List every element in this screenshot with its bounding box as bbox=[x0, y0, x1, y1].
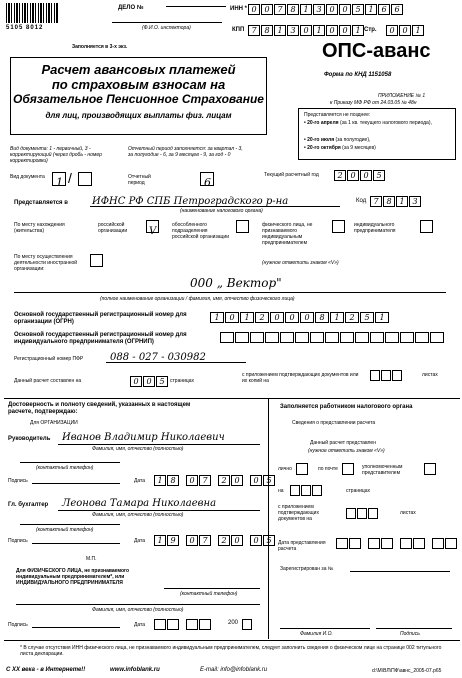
inn-cell-2[interactable]: 0 bbox=[261, 4, 273, 15]
inn-cell-3[interactable]: 7 bbox=[274, 4, 286, 15]
ogrnip-cell-5[interactable] bbox=[280, 332, 294, 343]
mp-label: М.П. bbox=[86, 556, 97, 562]
title-line3: Обязательное Пенсионное Страхование bbox=[13, 92, 264, 106]
inn-cell-1[interactable]: 0 bbox=[248, 4, 260, 15]
appendix-order: к Приказу МФ РФ от 24.03.05 № 48н bbox=[330, 100, 417, 106]
kpp-cell-3[interactable]: 1 bbox=[274, 25, 286, 36]
phys-sign-label: Подпись bbox=[8, 622, 28, 628]
footer-path: d:\М\ВЛ\ПФ\авнс_2005-07.p65 bbox=[372, 668, 442, 674]
phys-year-last-cell[interactable] bbox=[242, 619, 252, 630]
acct-date-cell-1[interactable]: 1 bbox=[154, 535, 166, 546]
pfr-label: Регистрационный номер ПФР bbox=[14, 356, 84, 362]
right-reg-label: Зарегистрирован за № bbox=[280, 566, 334, 572]
inn-label: ИНН * bbox=[230, 6, 247, 12]
phys-date-cell-3[interactable] bbox=[186, 619, 198, 630]
kpp-label: КПП bbox=[232, 27, 245, 33]
organization-caption: (полное наименование организации / фамилия, имя, отчество физического лица) bbox=[100, 296, 295, 302]
foreign-label: По месту осуществления деятельности иностранной организации: bbox=[14, 254, 78, 272]
title-line2: по страховым взносам на bbox=[51, 77, 226, 92]
right-reg-line bbox=[350, 571, 450, 572]
kpp-cell-9[interactable]: 1 bbox=[352, 25, 364, 36]
right-authorized-checkbox[interactable] bbox=[424, 463, 436, 475]
inspector-caption: (Ф.И.О. инспектора) bbox=[142, 25, 191, 31]
page-cell-3[interactable]: 1 bbox=[412, 25, 424, 36]
footer-email[interactable]: E-mail: info@infoblank.ru bbox=[200, 667, 268, 673]
right-attach-cell-2[interactable] bbox=[357, 508, 367, 519]
kpp-cell-4[interactable]: 3 bbox=[287, 25, 299, 36]
ogrn-cell-2[interactable]: 0 bbox=[225, 312, 239, 323]
right-heading: Заполняется работником налогового органа bbox=[280, 404, 413, 410]
right-sheets-label: листах bbox=[400, 510, 416, 516]
kpp-cell-6[interactable]: 1 bbox=[313, 25, 325, 36]
kpp-cell-1[interactable]: 7 bbox=[248, 25, 260, 36]
period-label: Отчетный период bbox=[128, 174, 151, 186]
inn-cell-10[interactable]: 1 bbox=[365, 4, 377, 15]
right-fio-line bbox=[280, 628, 370, 629]
delo-line bbox=[166, 6, 226, 7]
right-personally-checkbox[interactable] bbox=[296, 463, 308, 475]
right-date-cell-5[interactable] bbox=[400, 538, 412, 549]
ogrn-cell-6[interactable]: 0 bbox=[285, 312, 299, 323]
phys-phone-caption: (контактный телефон) bbox=[180, 591, 238, 597]
inn-cell-9[interactable]: 5 bbox=[352, 4, 364, 15]
head-date-cell-2[interactable]: 8 bbox=[167, 475, 179, 486]
location-opt3-checkbox[interactable] bbox=[332, 220, 345, 233]
head-phone-line bbox=[20, 462, 120, 463]
phys-date-label: Дата bbox=[134, 622, 146, 628]
organization-name[interactable]: 000 „ Вектор" bbox=[190, 276, 282, 290]
head-date-cell-7[interactable]: 0 bbox=[250, 475, 262, 486]
ogrnip-cell-15[interactable] bbox=[430, 332, 444, 343]
code-cell-2[interactable]: 8 bbox=[383, 196, 395, 207]
ogrn-cell-4[interactable]: 2 bbox=[255, 312, 269, 323]
head-date-cell-4[interactable]: 7 bbox=[199, 475, 211, 486]
period-caption: Отчетный период заполняется: за квартал - 3, за полугодие - 6, за 9 месяцев - 9, за год - 0 bbox=[128, 146, 243, 158]
delo-label: ДЕЛО № bbox=[118, 5, 144, 11]
acct-fio-caption: Фамилия, имя, отчество (полностью) bbox=[92, 512, 184, 518]
right-by-mail-checkbox[interactable] bbox=[342, 463, 354, 475]
attach-cell-2[interactable] bbox=[381, 370, 391, 381]
acct-name[interactable]: Леонова Тамара Николаевна bbox=[62, 498, 217, 509]
inn-cell-4[interactable]: 8 bbox=[287, 4, 299, 15]
location-opt4-checkbox[interactable] bbox=[420, 220, 433, 233]
pages-cell-1[interactable]: 0 bbox=[130, 376, 142, 387]
phys-name-line bbox=[16, 604, 260, 605]
right-info-label: Сведения о представлении расчета bbox=[292, 420, 376, 426]
pages-cell-2[interactable]: 0 bbox=[143, 376, 155, 387]
barcode-number: 5105 8012 bbox=[6, 25, 44, 31]
right-pages-cell-2[interactable] bbox=[301, 485, 311, 496]
acct-phone-line bbox=[20, 524, 120, 525]
footer-site[interactable]: www.infoblank.ru bbox=[110, 667, 160, 673]
right-date-cell-2[interactable] bbox=[349, 538, 361, 549]
right-submitted-note: (нужное отметить знаком «V») bbox=[308, 448, 385, 454]
location-opt2: обособленного подразделения российской организации bbox=[172, 222, 229, 240]
attach-cell-1[interactable] bbox=[370, 370, 380, 381]
title-line4: для лиц, производящих выплаты физ. лицам bbox=[45, 111, 232, 120]
year-cell-4[interactable]: 5 bbox=[373, 170, 385, 181]
right-pages-cell-1[interactable] bbox=[290, 485, 300, 496]
ogrn-label: Основной государственный регистрационный номер для организации (ОГРН) bbox=[14, 312, 187, 325]
doc-type-correction-box[interactable] bbox=[78, 172, 92, 186]
year-cell-2[interactable]: 0 bbox=[347, 170, 359, 181]
ops-title: ОПС-аванс bbox=[322, 40, 431, 62]
footnote: * В случае отсутствия ИНН физического лица, не признаваемого индивидуальным предпринимателем, следует заполнить сведения о физическом лице на странице 002 титульного листа декларации. bbox=[20, 645, 442, 657]
ogrnip-cell-14[interactable] bbox=[415, 332, 429, 343]
acct-label: Гл. бухгалтер bbox=[8, 502, 49, 508]
right-authorized: уполномоченным представителем bbox=[362, 464, 403, 476]
right-pages-cell-3[interactable] bbox=[312, 485, 322, 496]
doc-type-box[interactable]: 1 bbox=[52, 172, 66, 186]
pages-cell-3[interactable]: 5 bbox=[156, 376, 168, 387]
ogrn-cell-8[interactable]: 8 bbox=[315, 312, 329, 323]
ogrnip-cell-1[interactable] bbox=[220, 332, 234, 343]
acct-date-label: Дата bbox=[134, 538, 146, 544]
ogrn-cell-5[interactable]: 0 bbox=[270, 312, 284, 323]
ogrn-cell-11[interactable]: 5 bbox=[360, 312, 374, 323]
inn-cell-6[interactable]: 3 bbox=[313, 4, 325, 15]
deadline-3: • 20-го октября (за 9 месяцев) bbox=[304, 145, 376, 151]
footer-slogan: С XX века - в Интернете!! bbox=[6, 667, 86, 673]
right-date-cell-7[interactable] bbox=[432, 538, 444, 549]
ogrnip-cell-13[interactable] bbox=[400, 332, 414, 343]
head-date-cell-3[interactable]: 0 bbox=[186, 475, 198, 486]
kpp-cell-5[interactable]: 0 bbox=[300, 25, 312, 36]
head-date-cell-8[interactable]: 5 bbox=[263, 475, 275, 486]
organization-line bbox=[14, 292, 446, 293]
head-date-cell-5[interactable]: 2 bbox=[218, 475, 230, 486]
right-date-cell-3[interactable] bbox=[368, 538, 380, 549]
acct-date-cell-7[interactable]: 0 bbox=[250, 535, 262, 546]
acct-sign-label: Подпись bbox=[8, 538, 28, 544]
acct-date-cell-6[interactable]: 0 bbox=[231, 535, 243, 546]
authority-line bbox=[90, 206, 340, 207]
right-date-cell-4[interactable] bbox=[381, 538, 393, 549]
ogrnip-cell-2[interactable] bbox=[235, 332, 249, 343]
location-opt2-checkbox[interactable] bbox=[236, 220, 249, 233]
kpp-cell-8[interactable]: 0 bbox=[339, 25, 351, 36]
phys-phone-line bbox=[164, 588, 260, 589]
ogrn-cell-1[interactable]: 1 bbox=[210, 312, 224, 323]
pages-label: Данный расчет составлен на bbox=[14, 378, 82, 384]
authority-label: Представляется в bbox=[14, 200, 68, 206]
ogrnip-cell-8[interactable] bbox=[325, 332, 339, 343]
authority-caption: (наименование налогового органа) bbox=[180, 208, 263, 214]
location-opt4: индивидуального предпринимателя bbox=[354, 222, 396, 234]
head-sign-line bbox=[32, 483, 120, 484]
authority-code-label: Код bbox=[356, 198, 367, 204]
ogrnip-cell-6[interactable] bbox=[295, 332, 309, 343]
right-personally: лично bbox=[278, 466, 292, 472]
phys-date-cell-1[interactable] bbox=[154, 619, 166, 630]
appendix: ПРИЛОЖЕНИЕ № 1 bbox=[378, 93, 426, 99]
right-date-cell-6[interactable] bbox=[413, 538, 425, 549]
inn-cell-5[interactable]: 1 bbox=[300, 4, 312, 15]
right-attach-cell-1[interactable] bbox=[346, 508, 356, 519]
kpp-cell-2[interactable]: 8 bbox=[261, 25, 273, 36]
attach-sheets: листах bbox=[422, 372, 438, 378]
head-phone-caption: (контактный телефон) bbox=[36, 465, 94, 471]
pfr-value[interactable]: 088 - 027 - 030982 bbox=[110, 352, 206, 363]
inspector-line bbox=[112, 22, 222, 23]
ogrnip-cell-10[interactable] bbox=[355, 332, 369, 343]
right-fio-caption: Фамилия И.О. bbox=[300, 631, 333, 637]
acct-date-cell-4[interactable]: 7 bbox=[199, 535, 211, 546]
deadline-2: • 20-го июля (за полугодие), bbox=[304, 137, 371, 143]
attach-cell-3[interactable] bbox=[392, 370, 402, 381]
doc-type-label: Вид документа bbox=[10, 174, 45, 180]
phys-date-cell-4[interactable] bbox=[199, 619, 211, 630]
ogrnip-label: Основной государственный регистрационный номер для индивидуального предпринимателя (ОГРНИП) bbox=[14, 332, 187, 345]
right-date-cell-8[interactable] bbox=[445, 538, 457, 549]
deadline-1: • 20-го апреля (за 1 кв. текущего налогового периода), bbox=[304, 120, 432, 126]
right-submitted-label: Данный расчет представлен bbox=[310, 440, 376, 446]
inn-cell-11[interactable]: 6 bbox=[378, 4, 390, 15]
copies-note: Заполняется в 3-х экз. bbox=[72, 44, 128, 50]
head-date-cell-6[interactable]: 0 bbox=[231, 475, 243, 486]
ogrn-cell-12[interactable]: 1 bbox=[375, 312, 389, 323]
location-opt1: российской организации bbox=[98, 222, 128, 234]
head-name[interactable]: Иванов Владимир Николаевич bbox=[62, 432, 225, 443]
acct-phone-caption: (контактный телефон) bbox=[36, 527, 94, 533]
phys-year-prefix: 200 bbox=[228, 620, 239, 626]
period-box[interactable]: 6 bbox=[200, 172, 214, 186]
location-opt3: физического лица, не признаваемого индивидуальным предпринимателем bbox=[262, 222, 313, 246]
year-cell-3[interactable]: 0 bbox=[360, 170, 372, 181]
ogrnip-cell-9[interactable] bbox=[340, 332, 354, 343]
acct-date-cell-8[interactable]: 5 bbox=[263, 535, 275, 546]
ogrnip-cell-4[interactable] bbox=[265, 332, 279, 343]
footnote-divider bbox=[4, 640, 460, 641]
doc-type-slash: / bbox=[68, 170, 72, 186]
authority-value[interactable]: ИФНС РФ СПБ Петроградского р-на bbox=[92, 196, 289, 207]
acct-date-cell-5[interactable]: 2 bbox=[218, 535, 230, 546]
ogrn-cell-9[interactable]: 1 bbox=[330, 312, 344, 323]
location-opt1-checkbox[interactable]: V bbox=[146, 220, 159, 233]
right-by-mail: по почте bbox=[318, 466, 338, 472]
barcode bbox=[6, 3, 58, 23]
acct-date-cell-3[interactable]: 0 bbox=[186, 535, 198, 546]
pfr-line bbox=[106, 362, 246, 363]
org-label: Для ОРГАНИЗАЦИИ bbox=[30, 420, 78, 426]
phys-fio-caption: Фамилия, имя, отчество (полностью) bbox=[92, 607, 184, 613]
right-sign-line bbox=[376, 628, 452, 629]
head-date-cell-1[interactable]: 1 bbox=[154, 475, 166, 486]
attach-label: с приложением подтверждающих документов или их копий на bbox=[242, 372, 359, 384]
phys-date-cell-2[interactable] bbox=[167, 619, 179, 630]
acct-sign-line bbox=[32, 543, 120, 544]
head-sign-label: Подпись bbox=[8, 478, 28, 484]
phys-sign-line bbox=[32, 627, 120, 628]
head-fio-caption: Фамилия, имя, отчество (полностью) bbox=[92, 446, 184, 452]
head-label: Руководитель bbox=[8, 436, 51, 442]
ogrn-cell-10[interactable]: 2 bbox=[345, 312, 359, 323]
section-vdivider bbox=[268, 399, 269, 639]
inn-cell-8[interactable]: 0 bbox=[339, 4, 351, 15]
right-on-label: на bbox=[278, 488, 284, 494]
form-code: Форма по КНД 1151058 bbox=[324, 72, 392, 78]
ogrnip-cell-11[interactable] bbox=[370, 332, 384, 343]
page-cell-2[interactable]: 0 bbox=[399, 25, 411, 36]
mark-note: (нужное отметить знаком «V») bbox=[262, 260, 339, 266]
page-cell-1[interactable]: 0 bbox=[386, 25, 398, 36]
code-cell-4[interactable]: 3 bbox=[409, 196, 421, 207]
right-date-cell-1[interactable] bbox=[336, 538, 348, 549]
ogrn-cell-7[interactable]: 0 bbox=[300, 312, 314, 323]
page-label: Стр. bbox=[364, 27, 377, 33]
right-date-label: Дата представления расчета bbox=[278, 540, 326, 552]
right-attach-label: с приложением подтверждающих документов на bbox=[278, 504, 319, 522]
acct-date-cell-2[interactable]: 9 bbox=[167, 535, 179, 546]
inn-cell-12[interactable]: 6 bbox=[391, 4, 403, 15]
code-cell-1[interactable]: 7 bbox=[370, 196, 382, 207]
inn-cell-7[interactable]: 0 bbox=[326, 4, 338, 15]
title-line1: Расчет авансовых платежей bbox=[41, 62, 236, 77]
foreign-checkbox[interactable] bbox=[90, 254, 103, 267]
left-heading: Достоверность и полноту сведений, указанных в настоящем расчете, подтверждаю: bbox=[8, 402, 191, 415]
right-pages-label: страницах bbox=[346, 488, 371, 494]
head-name-line bbox=[58, 444, 260, 445]
code-cell-3[interactable]: 1 bbox=[396, 196, 408, 207]
acct-name-line bbox=[58, 510, 260, 511]
ogrnip-cell-3[interactable] bbox=[250, 332, 264, 343]
doc-type-caption: Вид документа: 1 - первичный, 3 - корректирующий (через дробь - номер корректировки) bbox=[10, 146, 102, 164]
year-cell-1[interactable]: 2 bbox=[334, 170, 346, 181]
phys-label: Для ФИЗИЧЕСКОГО ЛИЦА, не признаваемого индивидуальным предпринимателем*, или ИНДИВИДУАЛЬНОГО ПРЕДПРИНИМАТЕЛЯ bbox=[16, 568, 130, 586]
head-date-label: Дата bbox=[134, 478, 146, 484]
kpp-cell-7[interactable]: 0 bbox=[326, 25, 338, 36]
location-label: По месту нахождения (жительства) bbox=[14, 222, 65, 234]
deadlines-intro: Представляется не позднее: bbox=[304, 112, 371, 118]
right-sign-caption: Подпись bbox=[400, 631, 420, 637]
ogrn-cell-3[interactable]: 1 bbox=[240, 312, 254, 323]
section-divider bbox=[4, 398, 460, 399]
pages-unit: страницах bbox=[170, 378, 195, 384]
year-label: Текущий расчетный год bbox=[264, 172, 319, 178]
ogrnip-cell-7[interactable] bbox=[310, 332, 324, 343]
ogrnip-cell-12[interactable] bbox=[385, 332, 399, 343]
right-attach-cell-3[interactable] bbox=[368, 508, 378, 519]
